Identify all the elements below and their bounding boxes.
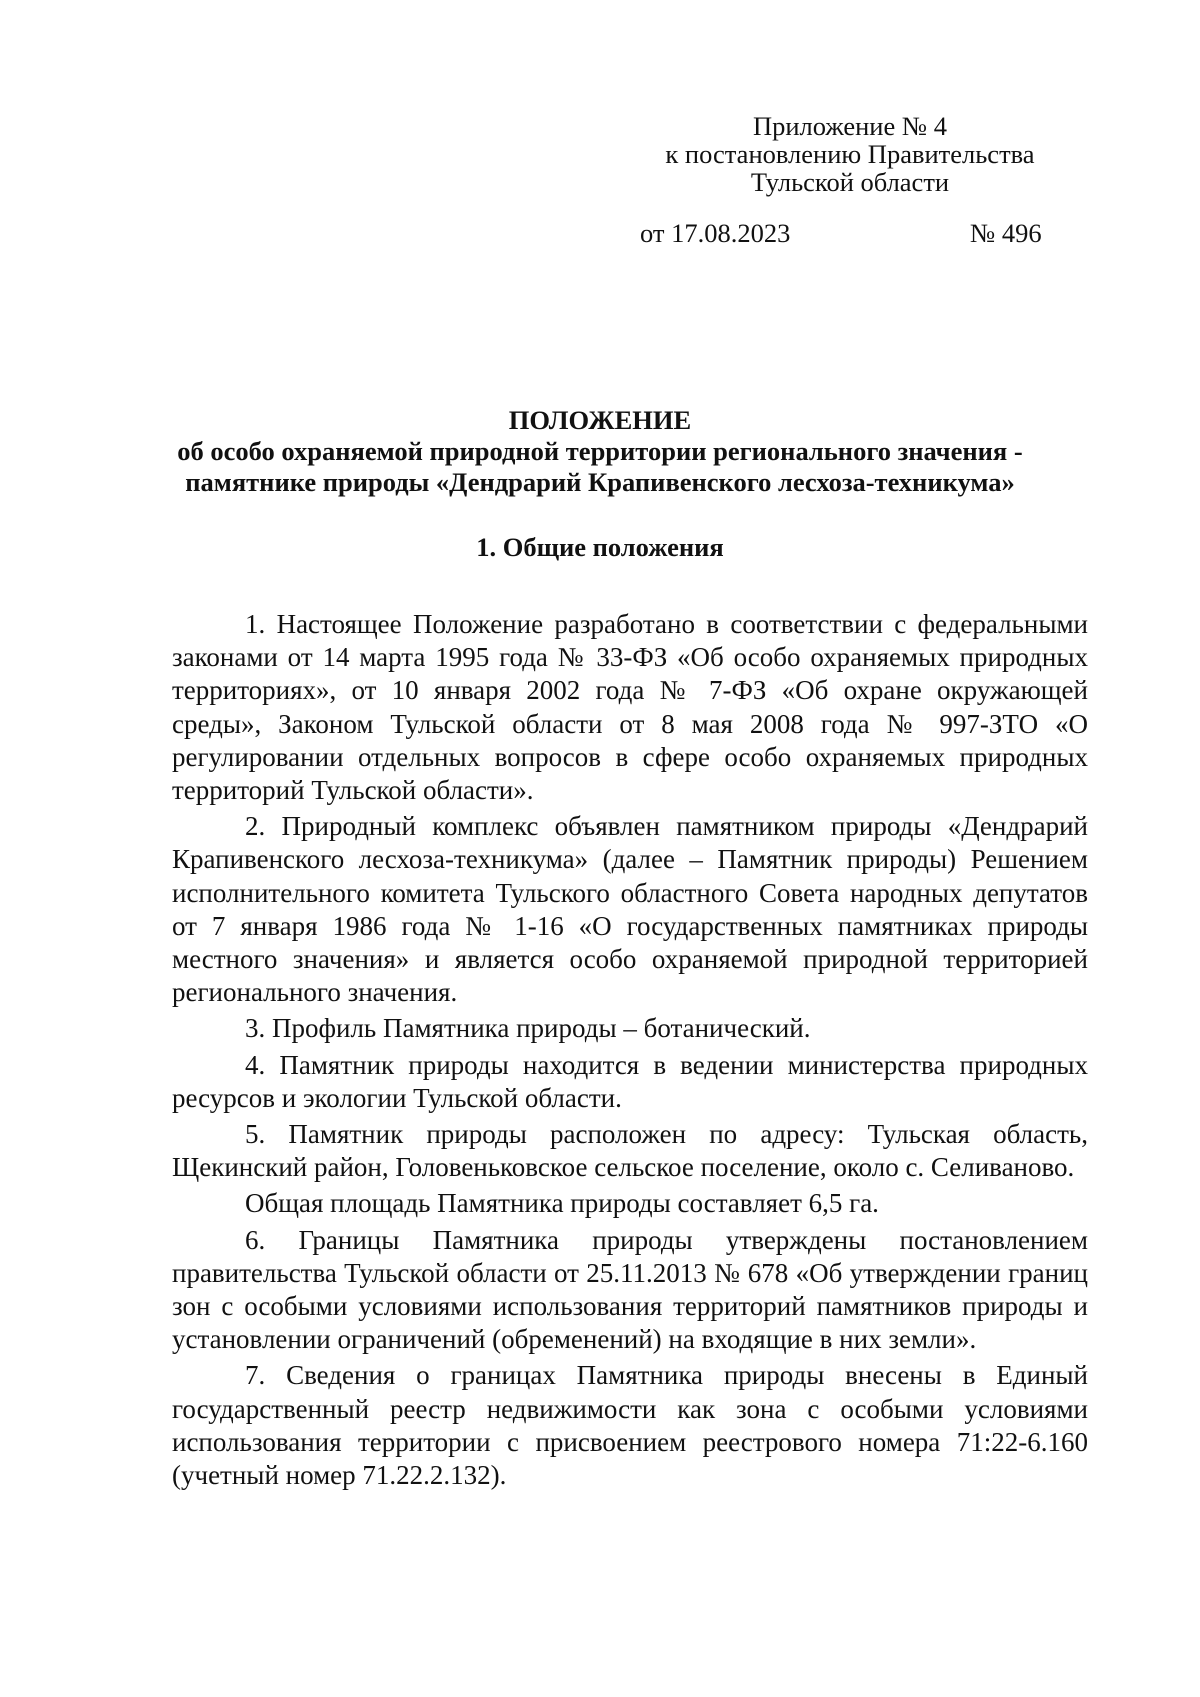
paragraph-7: 7. Сведения о границах Памятника природы внесены в Единый государственный реестр недвижимости как зона с особыми условиями использования территории с присвоением реестрового номера 71:22-6.160 (учетный номер 71.22.2.132). (172, 1360, 1088, 1491)
paragraph-6: 6. Границы Памятника природы утверждены постановлением правительства Тульской области от 25.11.2013 № 678 «Об утверждении границ зон с особыми условиями использования территорий памятников природы и установлении ограничений (обременений) на входящие в них земли». (172, 1224, 1088, 1355)
paragraph-3: 3. Профиль Памятника природы – ботанический. (245, 1013, 811, 1044)
section-heading: 1. Общие положения (476, 532, 724, 562)
appendix-line-1: Приложение № 4 (752, 111, 947, 141)
appendix-line-2: к постановлению Правительства (665, 139, 1035, 169)
title-line-3: памятнике природы «Дендрарий Крапивенского лесхоза-техникума» (185, 467, 1015, 497)
resolution-number: № 496 (970, 218, 1042, 248)
resolution-date: от 17.08.2023 (640, 218, 791, 248)
title-line-2: об особо охраняемой природной территории регионального значения - (177, 436, 1023, 466)
appendix-block (600, 112, 1100, 196)
section-body (172, 608, 1088, 1495)
paragraph-2: 2. Природный комплекс объявлен памятником природы «Дендрарий Крапивенского лесхоза-техникума» (далее – Памятник природы) Решением исполнительного комитета Тульского областного Совета народных депутатов от 7 января 1986 года № 1-16 «О государственных памятниках природы местного значения» и является особо охраняемой природной территорией регионального значения. (172, 811, 1088, 1008)
paragraph-5-area: Общая площадь Памятника природы составляет 6,5 га. (245, 1188, 879, 1219)
paragraph-1: 1. Настоящее Положение разработано в соответствии с федеральными законами от 14 марта 1995 года № 33-ФЗ «Об особо охраняемых природных территориях», от 10 января 2002 года № 7-ФЗ «Об охране окружающей среды», Законом Тульской области от 8 мая 2008 года № 997-ЗТО «О регулировании отдельных вопросов в сфере особо охраняемых природных территорий Тульской области». (172, 609, 1088, 806)
paragraph-4: 4. Памятник природы находится в ведении министерства природных ресурсов и экологии Тульской области. (172, 1049, 1088, 1113)
paragraph-5: 5. Памятник природы расположен по адресу: Тульская область, Щекинский район, Головеньковское сельское поселение, около с. Селиваново. (172, 1119, 1088, 1183)
title-line-1: ПОЛОЖЕНИЕ (508, 405, 692, 435)
document-title (150, 405, 1050, 498)
appendix-line-3: Тульской области (750, 167, 950, 197)
